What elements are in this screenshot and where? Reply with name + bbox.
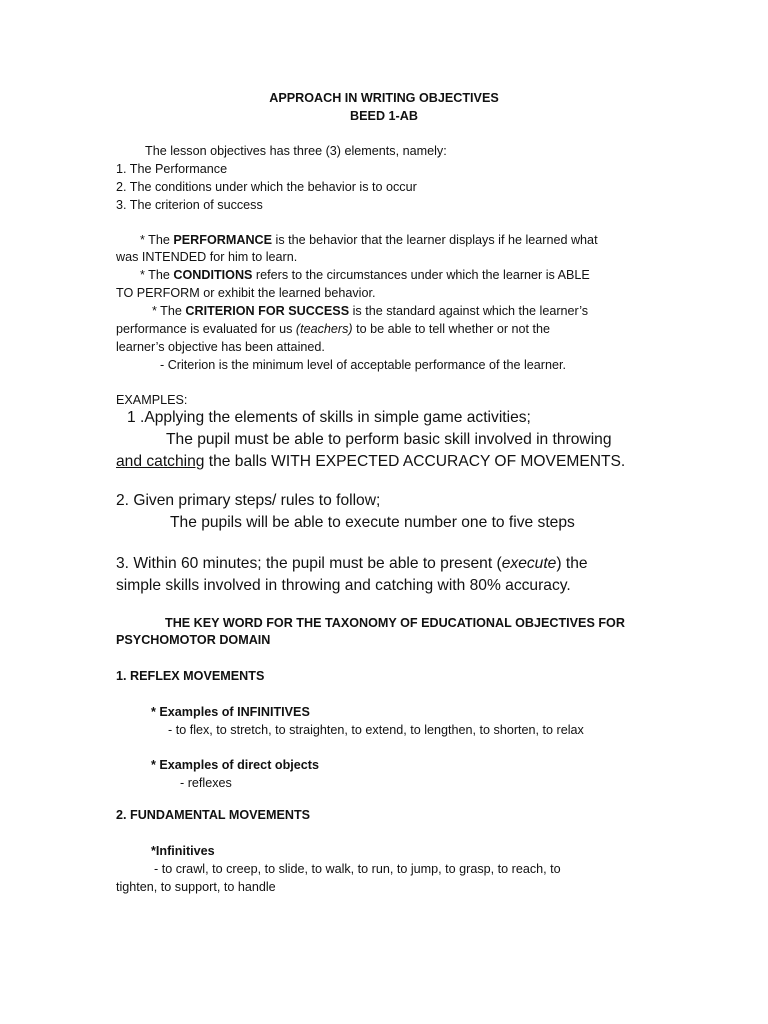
definition-text: is the behavior that the learner displays if he learned what [272,233,598,247]
example-2-title: 2. Given primary steps/ rules to follow; [116,492,381,509]
definition-text: to be able to tell whether or not the [352,322,551,336]
subsection-label: * Examples of INFINITIVES [151,705,310,719]
example-3-line: simple skills involved in throwing and catching with 80% accuracy. [116,577,571,594]
definition-criterion-cont2: learner’s objective has been attained. [116,340,325,354]
infinitives-list: - to crawl, to creep, to slide, to walk, to run, to jump, to grasp, to reach, to [154,862,561,876]
example-italic: execute [501,555,557,572]
example-2-line: The pupils will be able to execute number one to five steps [170,514,575,531]
definition-keyword: PERFORMANCE [173,233,273,247]
definition-criterion-note: - Criterion is the minimum level of acceptable performance of the learner. [160,358,566,372]
example-3-line [116,554,588,574]
definition-keyword: CONDITIONS [173,268,253,282]
section-title: 1. REFLEX MOVEMENTS [116,669,265,683]
definition-italic: (teachers) [295,322,353,336]
taxonomy-heading: THE KEY WORD FOR THE TAXONOMY OF EDUCATIONAL OBJECTIVES FOR [165,616,625,630]
example-1-title: 1 .Applying the elements of skills in simple game activities; [127,409,531,426]
infinitives-list: tighten, to support, to handle [116,880,276,894]
examples-label: EXAMPLES: [116,393,188,407]
document-title: APPROACH IN WRITING OBJECTIVES [269,91,499,105]
document-subtitle: BEED 1-AB [350,109,418,123]
intro-item: 1. The Performance [116,162,228,176]
definition-keyword: CRITERION FOR SUCCESS [185,304,350,318]
definition-text: refers to the circumstances under which the learner is ABLE [252,268,590,282]
definition-text: is the standard against which the learner’s [349,304,589,318]
definition-prefix: * The [152,304,186,318]
definition-prefix: * The [140,268,174,282]
definition-conditions [140,267,590,283]
example-text: and catching [116,453,205,470]
infinitives-list: - to flex, to stretch, to straighten, to extend, to lengthen, to shorten, to relax [168,723,584,737]
example-text: the balls WITH EXPECTED ACCURACY OF MOVEMENTS. [204,453,626,470]
taxonomy-heading: PSYCHOMOTOR DOMAIN [116,633,271,647]
definition-prefix: * The [140,233,174,247]
definition-text: performance is evaluated for us [116,322,296,336]
subsection-label: * Examples of direct objects [151,758,319,772]
definition-conditions-cont: TO PERFORM or exhibit the learned behavior. [116,286,376,300]
example-1-line [116,452,625,472]
example-1-line: The pupil must be able to perform basic skill involved in throwing [166,431,612,448]
direct-objects-list: - reflexes [180,776,232,790]
example-text: 3. Within 60 minutes; the pupil must be able to present ( [116,555,502,572]
definition-performance [140,232,598,248]
definition-performance-cont: was INTENDED for him to learn. [116,250,298,264]
example-text: ) the [556,555,588,572]
subsection-label: *Infinitives [151,844,215,858]
intro-item: 2. The conditions under which the behavior is to occur [116,180,417,194]
intro-lead: The lesson objectives has three (3) elements, namely: [145,144,447,158]
section-title: 2. FUNDAMENTAL MOVEMENTS [116,808,311,822]
definition-criterion [152,303,588,319]
definition-criterion-cont [116,321,550,337]
intro-item: 3. The criterion of success [116,198,263,212]
